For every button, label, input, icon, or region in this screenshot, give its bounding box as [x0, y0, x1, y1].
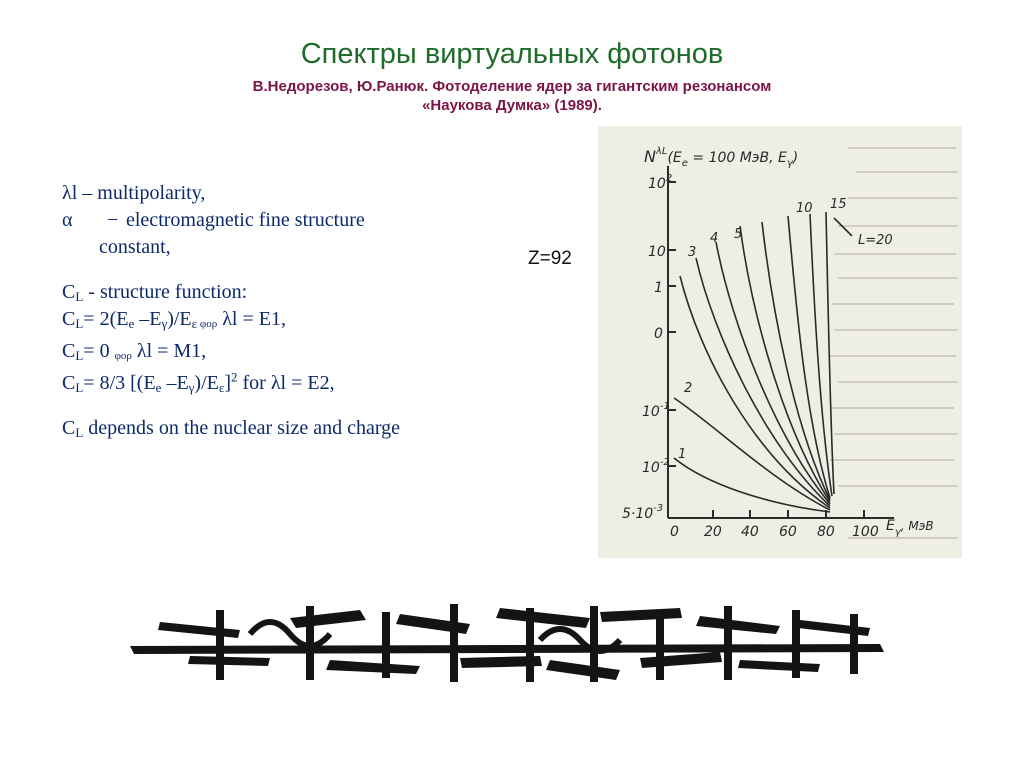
fine-structure-text: electromagnetic fine structure	[126, 209, 365, 231]
formula-m1: $C_L= 0$ φορ λl = M1,	[62, 340, 207, 363]
slide-title: Спектры виртуальных фотонов	[300, 38, 724, 70]
x-axis-label: $E_\gamma$, МэВ	[886, 518, 934, 538]
x-tick-80: 80	[817, 524, 835, 540]
citation-authors: В.Недорезов, Ю.Ранюк. Фотоделение ядер за гигантским резонансом	[252, 78, 772, 95]
nuclear-size-note: $C_L$ depends on the nuclear size and charge	[62, 417, 401, 440]
x-tick-60: 60	[779, 524, 797, 540]
z-label: Z=92	[528, 248, 572, 269]
lambda-symbol: λ	[62, 182, 72, 204]
alpha-dash: −	[106, 209, 119, 231]
y-tick-1e-1: $10^{-1}$	[642, 401, 670, 420]
curve-label-1: 1	[678, 447, 687, 462]
fine-structure-line	[62, 207, 512, 234]
curve-label-5: 5	[734, 227, 743, 242]
formula-e2: $C_L= 8/3$ [($E_e$ $-E_\gamma)/E_\varepsilon]^2$ for λl = E2,	[62, 369, 335, 395]
y-tick-5e-3: $5\cdot 10^{-3}$	[622, 503, 664, 522]
multipolarity-text: l – multipolarity,	[71, 182, 206, 204]
curve-label-2: 2	[684, 381, 693, 396]
curve-label-3: 3	[688, 245, 697, 260]
x-tick-0: 0	[670, 524, 679, 540]
y-axis-title: $N^{\lambda L}(E_e = 100$ МэВ, $E_\gamma$)	[644, 146, 799, 169]
constant-text: constant,	[99, 236, 171, 258]
structure-function-heading: $C_L$ - structure function:	[62, 281, 248, 304]
curve-label-l20: L=20	[858, 233, 893, 248]
y-tick-1e-2: $10^{-2}$	[642, 457, 670, 476]
curve-label-15: 15	[830, 197, 847, 212]
scanned-spectra-figure	[598, 126, 962, 558]
x-tick-40: 40	[741, 524, 759, 540]
x-tick-100: 100	[852, 524, 879, 540]
formula-e1: $C_L= 2(E_e$ $-E_\gamma)/E_\varepsilon$ φορ λl = E1,	[62, 308, 286, 331]
fine-structure-continuation	[62, 234, 512, 261]
garbled-glyphs	[130, 604, 884, 682]
y-tick-1: 1	[654, 280, 663, 296]
multipolarity-line	[62, 180, 512, 207]
alpha-symbol: α	[62, 209, 73, 231]
y-tick-1e2: $10^2$	[648, 173, 673, 192]
y-tick-0: 0	[654, 326, 663, 342]
curve-label-4: 4	[710, 231, 719, 246]
garbled-wordart	[120, 600, 900, 688]
citation-publisher: «Наукова Думка» (1989).	[422, 97, 602, 114]
x-tick-20: 20	[704, 524, 722, 540]
curve-label-10: 10	[796, 201, 813, 216]
definitions-text	[62, 180, 512, 442]
y-tick-10: 10	[648, 244, 666, 260]
